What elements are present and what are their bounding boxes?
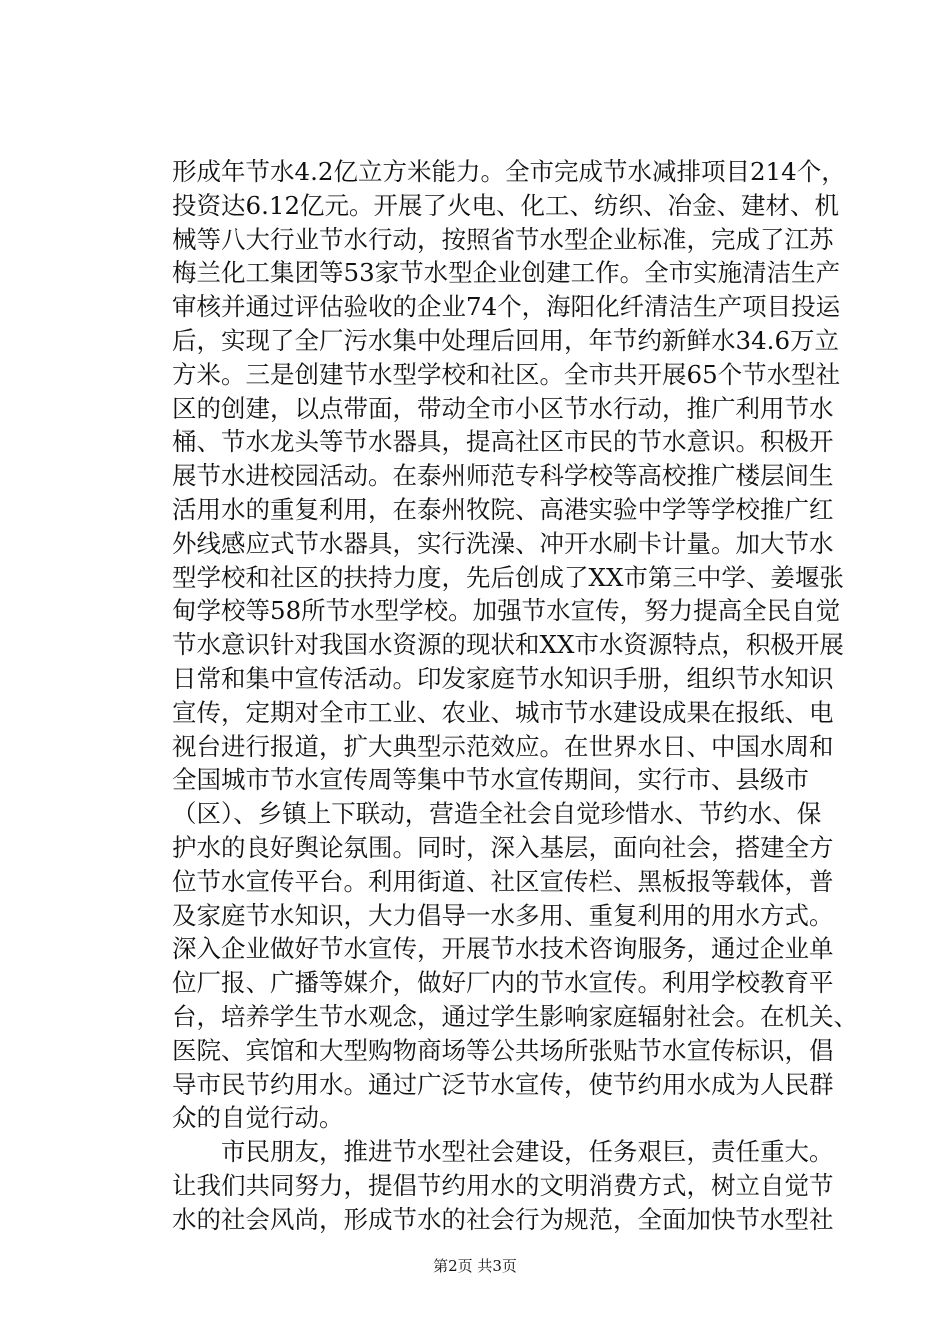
text-line: 区的创建，以点带面，带动全市小区节水行动，推广利用节水 — [172, 393, 834, 423]
text-line: 水的社会风尚，形成节水的社会行为规范，全面加快节水型社 — [172, 1204, 834, 1234]
text-line: 后，实现了全厂污水集中处理后回用，年节约新鲜水34.6万立 — [172, 325, 840, 355]
body-text — [172, 155, 858, 1237]
text-line: 桶、节水龙头等节水器具，提高社区市民的节水意识。积极开 — [172, 427, 834, 457]
text-line: 及家庭节水知识，大力倡导一水多用、重复利用的用水方式。 — [172, 900, 834, 930]
text-line: 护水的良好舆论氛围。同时，深入基层，面向社会，搭建全方 — [172, 832, 834, 862]
text-line: （区）、乡镇上下联动，营造全社会自觉珍惜水、节约水、保 — [172, 799, 822, 829]
text-line: 甸学校等58所节水型学校。加强节水宣传，努力提高全民自觉 — [172, 596, 841, 626]
text-line: 型学校和社区的扶持力度，先后创成了XX市第三中学、姜堰张 — [172, 562, 844, 592]
text-line: 视台进行报道，扩大典型示范效应。在世界水日、中国水周和 — [172, 731, 834, 761]
text-line: 外线感应式节水器具，实行洗澡、冲开水刷卡计量。加大节水 — [172, 528, 834, 558]
text-line: 医院、宾馆和大型购物商场等公共场所张贴节水宣传标识，倡 — [172, 1035, 834, 1065]
text-line: 形成年节水4.2亿立方米能力。全市完成节水减排项目214个， — [172, 157, 846, 186]
text-line: 展节水进校园活动。在泰州师范专科学校等高校推广楼层间生 — [172, 461, 834, 491]
text-line: 众的自觉行动。 — [172, 1103, 344, 1133]
text-line: 活用水的重复利用，在泰州牧院、高港实验中学等学校推广红 — [172, 494, 834, 524]
text-line: 位节水宣传平台。利用街道、社区宣传栏、黑板报等载体，普 — [172, 866, 834, 896]
text-line: 日常和集中宣传活动。印发家庭节水知识手册，组织节水知识 — [172, 663, 834, 693]
text-line: 械等八大行业节水行动，按照省节水型企业标准，完成了江苏 — [172, 224, 834, 254]
text-line: 导市民节约用水。通过广泛节水宣传，使节约用水成为人民群 — [172, 1069, 834, 1099]
page-number: 第2页 共3页 — [433, 1257, 517, 1275]
text-line: 市民朋友，推进节水型社会建设，任务艰巨，责任重大。 — [172, 1137, 834, 1167]
text-line: 让我们共同努力，提倡节约用水的文明消费方式，树立自觉节 — [172, 1170, 834, 1200]
text-line: 位厂报、广播等媒介，做好厂内的节水宣传。利用学校教育平 — [172, 968, 834, 998]
text-line: 宣传，定期对全市工业、农业、城市节水建设成果在报纸、电 — [172, 697, 834, 727]
text-line: 方米。三是创建节水型学校和社区。全市共开展65个节水型社 — [172, 359, 841, 389]
text-line: 审核并通过评估验收的企业74个，海阳化纤清洁生产项目投运 — [172, 292, 841, 322]
text-line: 梅兰化工集团等53家节水型企业创建工作。全市实施清洁生产 — [172, 258, 841, 288]
text-line: 节水意识针对我国水资源的现状和XX市水资源特点，积极开展 — [172, 630, 844, 660]
text-line: 投资达6.12亿元。开展了火电、化工、纺织、冶金、建材、机 — [172, 190, 840, 220]
text-line: 台，培养学生节水观念，通过学生影响家庭辐射社会。在机关、 — [172, 1001, 858, 1031]
text-line: 全国城市节水宣传周等集中节水宣传期间，实行市、县级市 — [172, 765, 809, 795]
text-line: 深入企业做好节水宣传，开展节水技术咨询服务，通过企业单 — [172, 934, 834, 964]
